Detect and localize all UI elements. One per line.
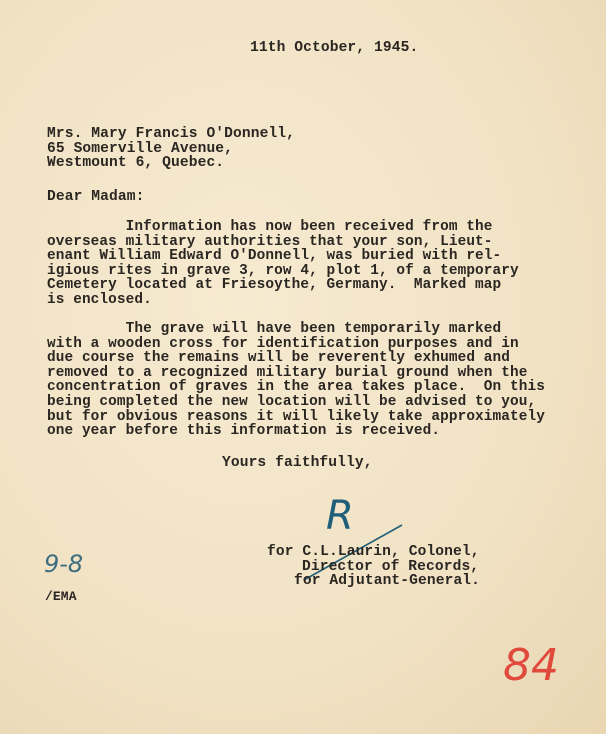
paragraph-line: Cemetery located at Friesoythe, Germany. Marked map <box>47 277 502 294</box>
signature-line: for Adjutant-General. <box>294 573 481 590</box>
page-number: 84 <box>503 640 559 691</box>
signature-line: Director of Records, <box>302 558 480 575</box>
paragraph-line: with a wooden cross for identification purposes and in <box>47 335 519 352</box>
paragraph-2 <box>47 322 545 439</box>
addressee-line: Westmount 6, Quebec. <box>47 155 225 172</box>
signature-block <box>267 545 480 589</box>
paragraph-line: but for obvious reasons it will likely take approximately <box>47 408 545 425</box>
signature-line: for C.L.Laurin, Colonel, <box>267 544 480 560</box>
salutation: Dear Madam: <box>47 189 145 205</box>
paragraph-line: The grave will have been temporarily marked <box>47 321 502 337</box>
addressee-line: Mrs. Mary Francis O'Donnell, <box>47 126 296 142</box>
paragraph-line: enant William Edward O'Donnell, was buried with rel- <box>47 248 502 265</box>
addressee-block <box>47 127 295 171</box>
paragraph-line: Information has now been received from the <box>47 219 493 235</box>
paragraph-1 <box>47 220 519 308</box>
paragraph-line: is enclosed. <box>47 291 152 308</box>
closing: Yours faithfully, <box>222 455 373 471</box>
paragraph-line: due course the remains will be reverently exhumed and <box>47 350 510 367</box>
file-note: 9-8 <box>44 550 84 578</box>
letter-date: 11th October, 1945. <box>250 40 419 56</box>
paragraph-line: removed to a recognized military burial ground when the <box>47 364 528 381</box>
paragraph-line: being completed the new location will be advised to you, <box>47 393 537 410</box>
paragraph-line: concentration of graves in the area takes place. On this <box>47 379 545 396</box>
signature-initial: R <box>326 493 354 539</box>
addressee-line: 65 Somerville Avenue, <box>47 140 234 157</box>
paragraph-line: igious rites in grave 3, row 4, plot 1, of a temporary <box>47 262 519 279</box>
paragraph-line: one year before this information is received. <box>47 423 441 440</box>
paragraph-line: overseas military authorities that your son, Lieut- <box>47 233 493 250</box>
typist-reference: /EMA <box>45 589 77 604</box>
